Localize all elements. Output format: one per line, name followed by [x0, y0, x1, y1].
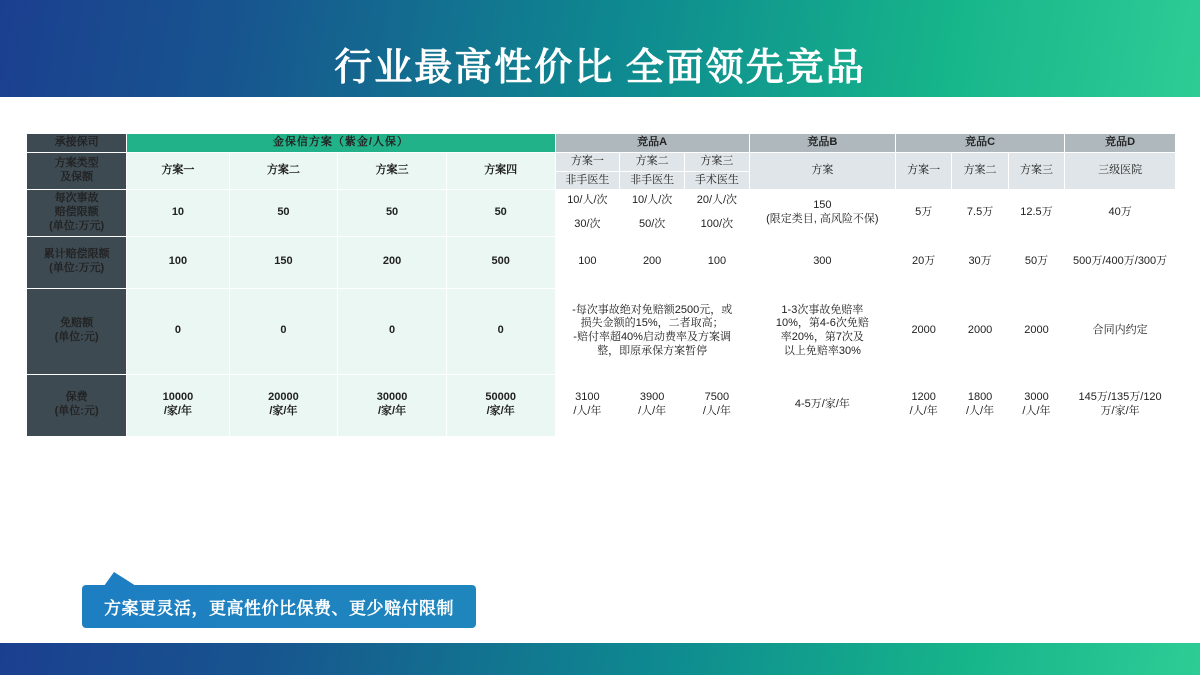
rowhead-deductible-line1: 免赔额	[60, 317, 94, 330]
per-accident-compc-1: 5万	[895, 190, 951, 236]
premium-ours-2-value: 20000	[268, 391, 299, 404]
compa-plan-1: 方案一	[555, 152, 620, 171]
cumulative-compa-2: 200	[620, 236, 685, 288]
deductible-compb-line2: 10%，第4-6次免赔	[775, 317, 869, 330]
per-accident-ours-1: 10	[127, 190, 229, 236]
cumulative-ours-3: 200	[338, 236, 447, 288]
header-competitor-d: 竞品D	[1065, 134, 1176, 153]
premium-ours-1-unit: /家/年	[163, 405, 192, 417]
table-row-insurer	[27, 134, 1176, 153]
premium-compc-3	[1008, 374, 1064, 436]
cumulative-compc-3: 50万	[1008, 236, 1064, 288]
rowhead-per-accident	[27, 190, 127, 236]
premium-ours-2-unit: /家/年	[269, 405, 298, 417]
premium-compa-2-value: 3900	[639, 391, 665, 404]
deductible-compc-3: 2000	[1008, 288, 1064, 374]
deductible-compa-line2: 损失金额的15%，二者取高；	[580, 317, 724, 330]
rowhead-deductible-line2: (单位:元)	[54, 331, 99, 343]
deductible-compd: 合同内约定	[1065, 288, 1176, 374]
compa-plan-2: 方案二	[620, 152, 685, 171]
cumulative-ours-4: 500	[446, 236, 555, 288]
ours-plan-4: 方案四	[446, 152, 555, 190]
premium-compc-1	[895, 374, 951, 436]
cumulative-ours-2: 150	[229, 236, 338, 288]
premium-compc-3-value: 3000	[1024, 391, 1049, 404]
footer-band	[0, 643, 1200, 675]
per-accident-compc-2: 7.5万	[952, 190, 1008, 236]
deductible-compa-line3: -赔付率超40%启动费率及方案调	[573, 331, 731, 343]
per-accident-compa-2a: 10/人/次	[620, 190, 685, 213]
compa-role-3: 手术医生	[685, 171, 750, 190]
deductible-compb	[749, 288, 895, 374]
premium-ours-4-value: 50000	[485, 391, 516, 404]
rowhead-premium-line2: (单位:元)	[54, 405, 99, 417]
table-row-cumulative	[27, 236, 1176, 288]
deductible-compb-line4: 以上免赔率30%	[783, 344, 861, 357]
cumulative-ours-1: 100	[127, 236, 229, 288]
rowhead-plan-type	[27, 152, 127, 190]
premium-ours-1	[127, 374, 229, 436]
premium-compc-2	[952, 374, 1008, 436]
premium-compa-3	[685, 374, 750, 436]
deductible-compa-line1: -每次事故绝对免赔额2500元，或	[572, 303, 733, 316]
table-row-premium	[27, 374, 1176, 436]
per-accident-compa-2b: 50/次	[620, 213, 685, 236]
per-accident-compb	[749, 190, 895, 236]
deductible-compb-line3: 率20%，第7次及	[780, 331, 864, 343]
compd-plan: 三级医院	[1065, 152, 1176, 190]
premium-compa-1	[555, 374, 620, 436]
compb-plan: 方案	[749, 152, 895, 190]
rowhead-insurer: 承接保司	[27, 134, 127, 153]
rowhead-per-accident-line3: (单位:万元)	[49, 219, 105, 232]
per-accident-compc-3: 12.5万	[1008, 190, 1064, 236]
deductible-compa	[555, 288, 749, 374]
compa-role-1: 非手医生	[555, 171, 620, 190]
rowhead-cumulative-line1: 累计赔偿限额	[43, 248, 110, 261]
deductible-compc-1: 2000	[895, 288, 951, 374]
rowhead-per-accident-line1: 每次事故	[54, 192, 99, 205]
premium-compa-1-unit: /人/年	[573, 405, 602, 417]
rowhead-premium	[27, 374, 127, 436]
callout-banner: 方案更灵活，更高性价比保费、更少赔付限制	[82, 585, 476, 628]
per-accident-ours-2: 50	[229, 190, 338, 236]
per-accident-compb-note: (限定类目, 高风险不保)	[766, 212, 879, 225]
premium-compd	[1065, 374, 1176, 436]
deductible-compc-2: 2000	[952, 288, 1008, 374]
premium-ours-4-unit: /家/年	[486, 405, 515, 417]
per-accident-compd: 40万	[1065, 190, 1176, 236]
premium-compa-2-unit: /人/年	[638, 405, 667, 417]
premium-compc-1-unit: /人/年	[909, 405, 938, 417]
premium-compa-2	[620, 374, 685, 436]
deductible-ours-3: 0	[338, 288, 447, 374]
premium-compd-line2: 万/家/年	[1100, 405, 1140, 417]
cumulative-compd: 500万/400万/300万	[1065, 236, 1176, 288]
premium-compd-line1: 145万/135万/120	[1078, 391, 1162, 404]
compc-plan-1: 方案一	[895, 152, 951, 190]
premium-ours-3-unit: /家/年	[378, 405, 407, 417]
deductible-compa-line4: 整，即原承保方案暂停	[597, 344, 708, 357]
callout-pointer	[104, 572, 136, 586]
premium-compc-2-unit: /人/年	[966, 405, 995, 417]
deductible-ours-1: 0	[127, 288, 229, 374]
premium-ours-2	[229, 374, 338, 436]
comparison-table-wrap	[26, 133, 1176, 437]
header-ours: 金保信方案（紫金/人保）	[127, 134, 555, 153]
ours-plan-3: 方案三	[338, 152, 447, 190]
per-accident-compa-1a: 10/人/次	[555, 190, 620, 213]
premium-compc-1-value: 1200	[911, 391, 936, 404]
rowhead-deductible	[27, 288, 127, 374]
per-accident-compa-3b: 100/次	[685, 213, 750, 236]
page-title: 行业最高性价比 全面领先竞品	[334, 47, 866, 89]
table-row-plan-type-1	[27, 152, 1176, 171]
cumulative-compa-1: 100	[555, 236, 620, 288]
header-competitor-b: 竞品B	[749, 134, 895, 153]
premium-ours-4	[446, 374, 555, 436]
rowhead-cumulative-line2: (单位:万元)	[49, 262, 105, 274]
rowhead-plan-type-line1: 方案类型	[54, 157, 99, 170]
premium-compa-3-unit: /人/年	[702, 405, 731, 417]
per-accident-compa-1b: 30/次	[555, 213, 620, 236]
ours-plan-1: 方案一	[127, 152, 229, 190]
deductible-ours-4: 0	[446, 288, 555, 374]
per-accident-compa-3a: 20/人/次	[685, 190, 750, 213]
compc-plan-2: 方案二	[952, 152, 1008, 190]
premium-compa-3-value: 7500	[704, 391, 730, 404]
cumulative-compc-1: 20万	[895, 236, 951, 288]
table-row-deductible	[27, 288, 1176, 374]
per-accident-compb-value: 150	[813, 199, 832, 212]
deductible-ours-2: 0	[229, 288, 338, 374]
compa-plan-3: 方案三	[685, 152, 750, 171]
premium-ours-3-value: 30000	[376, 391, 408, 404]
compc-plan-3: 方案三	[1008, 152, 1064, 190]
rowhead-cumulative	[27, 236, 127, 288]
cumulative-compa-3: 100	[685, 236, 750, 288]
premium-ours-3	[338, 374, 447, 436]
compa-role-2: 非手医生	[620, 171, 685, 190]
premium-compb: 4-5万/家/年	[749, 374, 895, 436]
table-row-per-accident-1	[27, 190, 1176, 213]
cumulative-compc-2: 30万	[952, 236, 1008, 288]
premium-ours-1-value: 10000	[162, 391, 194, 404]
header-competitor-c: 竞品C	[895, 134, 1064, 153]
premium-compa-1-value: 3100	[575, 391, 600, 404]
deductible-compb-line1: 1-3次事故免赔率	[781, 303, 864, 316]
rowhead-premium-line1: 保费	[65, 391, 88, 404]
per-accident-ours-4: 50	[446, 190, 555, 236]
header-competitor-a: 竞品A	[555, 134, 749, 153]
ours-plan-2: 方案二	[229, 152, 338, 190]
premium-compc-2-value: 1800	[967, 391, 993, 404]
rowhead-plan-type-line2: 及保额	[60, 171, 94, 183]
per-accident-ours-3: 50	[338, 190, 447, 236]
premium-compc-3-unit: /人/年	[1022, 405, 1051, 417]
cumulative-compb: 300	[749, 236, 895, 288]
rowhead-per-accident-line2: 赔偿限额	[54, 206, 99, 218]
comparison-table	[26, 133, 1176, 437]
